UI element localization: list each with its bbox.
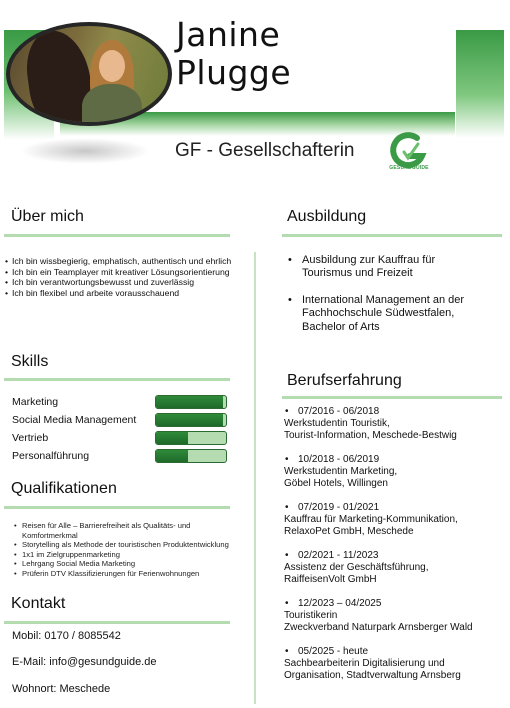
section-title-berufserfahrung: Berufserfahrung	[287, 372, 402, 389]
job-date: • 02/2021 - 11/2023	[284, 550, 504, 562]
divider-skills	[4, 378, 230, 381]
ueber-mich-list	[5, 256, 233, 299]
section-title-skills: Skills	[11, 353, 49, 370]
job-employer-line: Zweckverband Naturpark Arnsberger Wald	[284, 622, 473, 634]
job-date: • 12/2023 – 04/2025	[284, 598, 504, 610]
job-employer-line: Tourist-Information, Meschede-Bestwig	[284, 430, 457, 442]
divider-berufserfahrung	[282, 396, 502, 399]
profile-photo	[6, 22, 172, 126]
job-date: • 07/2019 - 01/2021	[284, 502, 504, 514]
skill-bar	[155, 449, 227, 463]
list-item: • Ich bin ein Teamplayer mit kreativer Lösungsorientierung	[5, 267, 233, 278]
skill-row	[12, 395, 232, 409]
last-name: Plugge	[176, 53, 292, 92]
divider-qualifikationen	[4, 506, 230, 509]
person-name	[176, 16, 291, 92]
first-name: Janine	[176, 15, 281, 54]
contact-residence: Wohnort: Meschede	[12, 683, 111, 695]
job-title-line: Sachbearbeiterin Digitalisierung und	[284, 658, 445, 670]
list-item: • Ich bin wissbegierig, emphatisch, authentisch und ehrlich	[5, 256, 233, 267]
divider-ausbildung	[282, 234, 502, 237]
job-date: • 07/2016 - 06/2018	[284, 406, 504, 418]
job-title-line: Touristikerin	[284, 610, 338, 622]
job-title-line: Werkstudentin Marketing,	[284, 466, 398, 478]
skill-bar	[155, 431, 227, 445]
job-employer-line: Göbel Hotels, Willingen	[284, 478, 388, 490]
skill-bar	[155, 395, 227, 409]
skill-label: Social Media Management	[12, 414, 137, 426]
logo-text: GESUNDGUIDE	[389, 165, 429, 171]
job-title-line: Kauffrau für Marketing-Kommunikation,	[284, 514, 458, 526]
ausbildung-list	[286, 254, 486, 347]
list-item: • Prüferin DTV Klassifizierungen für Ferienwohnungen	[14, 569, 229, 579]
list-item: • Storytelling als Methode der touristischen Produktentwicklung	[14, 540, 229, 550]
section-title-ueber-mich: Über mich	[11, 208, 84, 225]
divider-ueber-mich	[4, 234, 230, 237]
job-entry	[284, 502, 504, 539]
photo-face	[99, 50, 125, 82]
skill-fill	[156, 432, 188, 444]
job-title-line: Werkstudentin Touristik,	[284, 418, 390, 430]
skill-label: Personalführung	[12, 450, 90, 462]
job-entry	[284, 406, 504, 443]
section-title-qualifikationen: Qualifikationen	[11, 480, 117, 497]
list-item: • Reisen für Alle – Barrierefreiheit als Qualitäts- und Komfortmerkmal	[14, 521, 229, 540]
list-item: • Ich bin verantwortungsbewusst und zuverlässig	[5, 277, 233, 288]
column-divider	[254, 252, 256, 704]
job-employer-line: Organisation, Stadtverwaltung Arnsberg	[284, 670, 461, 682]
skill-bar	[155, 413, 227, 427]
skill-row	[12, 431, 232, 445]
section-title-kontakt: Kontakt	[11, 595, 66, 612]
job-entry	[284, 454, 504, 491]
job-entry	[284, 550, 504, 587]
list-item: • Ausbildung zur Kauffrau für Tourismus und Freizeit	[286, 254, 486, 281]
job-title: GF - Gesellschafterin	[175, 140, 355, 161]
skill-fill	[156, 450, 188, 462]
skill-fill	[156, 414, 223, 426]
job-entry	[284, 598, 504, 635]
photo-shadow	[20, 138, 150, 164]
job-date: • 10/2018 - 06/2019	[284, 454, 504, 466]
list-item: • Ich bin flexibel und arbeite vorausschauend	[5, 288, 233, 299]
photo-jacket	[82, 84, 142, 126]
skill-fill	[156, 396, 223, 408]
section-title-ausbildung: Ausbildung	[287, 208, 367, 225]
list-item: • 1x1 im Zielgruppenmarketing	[14, 550, 229, 560]
job-employer-line: RaiffeisenVolt GmbH	[284, 574, 377, 586]
divider-kontakt	[4, 621, 230, 624]
job-entry	[284, 646, 504, 683]
job-title-line: Assistenz der Geschäftsführung,	[284, 562, 429, 574]
list-item: • Lehrgang Social Media Marketing	[14, 559, 229, 569]
job-date: • 05/2025 - heute	[284, 646, 504, 658]
job-employer-line: RelaxoPet GmbH, Meschede	[284, 526, 414, 538]
skill-label: Vertrieb	[12, 432, 49, 444]
skill-row	[12, 413, 232, 427]
list-item: • International Management an der Fachhochschule Südwestfalen, Bachelor of Arts	[286, 294, 486, 334]
contact-phone: Mobil: 0170 / 8085542	[12, 630, 121, 642]
qualifikationen-list	[14, 521, 229, 579]
skill-label: Marketing	[12, 396, 59, 408]
skill-row	[12, 449, 232, 463]
header-accent-right	[456, 30, 504, 138]
contact-email: E-Mail: info@gesundguide.de	[12, 656, 157, 668]
